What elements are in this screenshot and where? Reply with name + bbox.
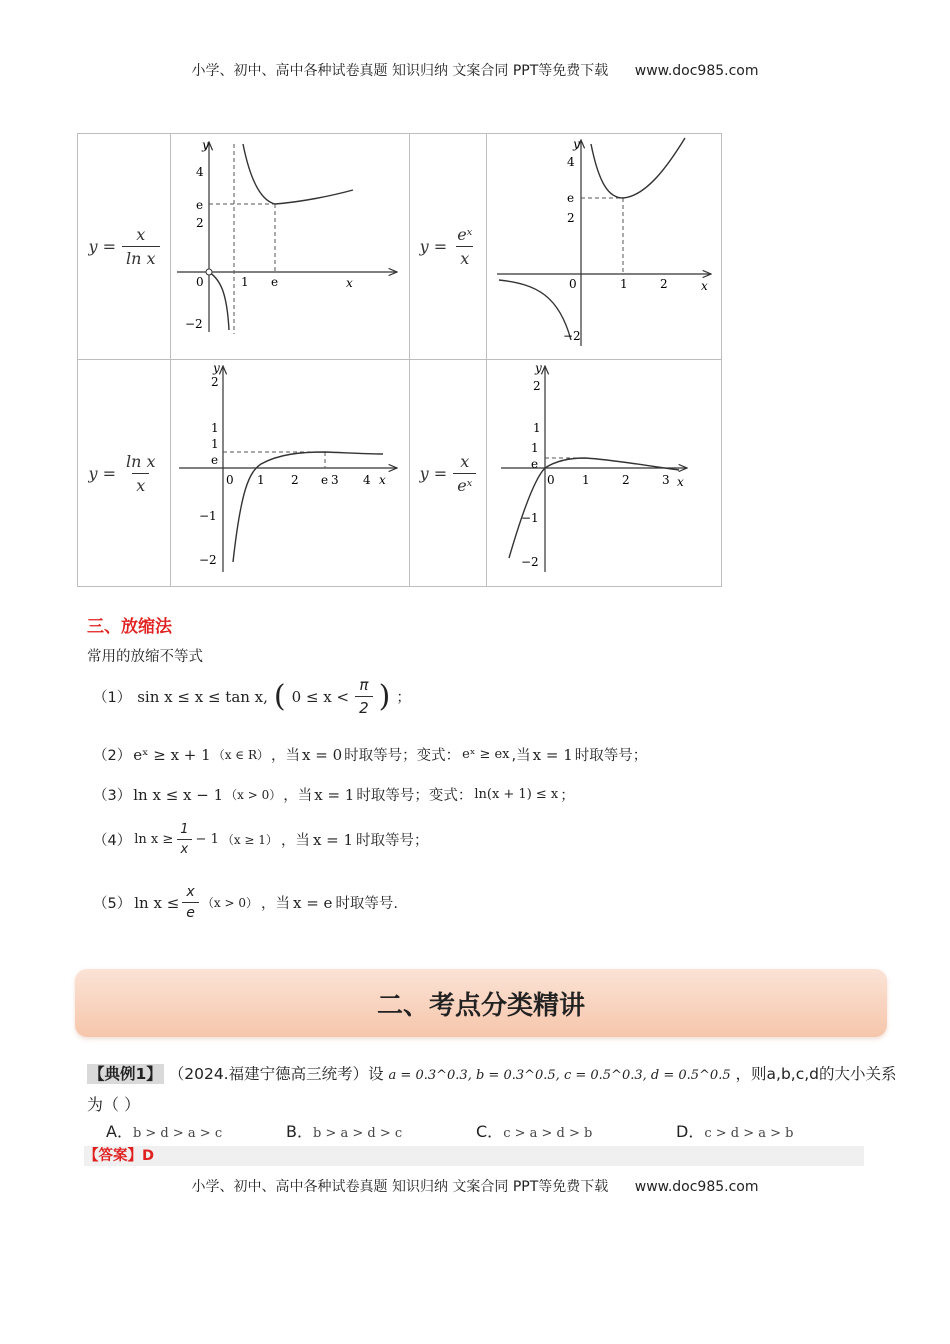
formula-cell-x-over-lnx (78, 134, 171, 360)
xtick: 2 (622, 473, 630, 487)
ytick: 2 (211, 375, 219, 389)
text: 时取等号. (335, 896, 399, 912)
ytick: e (567, 191, 575, 205)
page-footer (0, 1176, 950, 1196)
numerator: 1 (180, 822, 189, 837)
fraction (122, 225, 160, 268)
inequality-2 (93, 744, 647, 765)
option-b[interactable] (286, 1119, 402, 1142)
xtick: 0 (547, 473, 555, 487)
numerator: eˣ (457, 225, 473, 244)
formula-cell-ex-over-x (410, 134, 487, 360)
graph-cell-4 (487, 360, 722, 587)
math-lhs: ln x ≥ (134, 832, 174, 847)
math-eq: x = 1 (532, 745, 573, 764)
ytick: −1 (521, 511, 539, 525)
x-label: x (677, 475, 684, 489)
example-line-2: 为（ ） (87, 1095, 141, 1114)
ytick: −1 (199, 509, 217, 523)
xtick: 0 (569, 277, 577, 291)
condition: （x ∈ R） (212, 748, 270, 762)
formula-y: y = (419, 463, 448, 483)
xtick: 3 (662, 473, 670, 487)
option-label: B． (286, 1122, 313, 1141)
x-label: x (701, 279, 708, 293)
x-label: x (346, 276, 353, 290)
math-variant: eˣ ≥ ex (462, 747, 510, 762)
curve-right (591, 138, 685, 198)
punct: ； (396, 690, 411, 706)
ytick: 1 (531, 441, 539, 455)
ytick: −2 (199, 553, 217, 567)
numerator: π (359, 676, 369, 694)
paren-open: ( (273, 679, 286, 714)
math-rhs: − 1 (195, 832, 219, 847)
numerator: x (460, 451, 470, 471)
curve-left (499, 280, 571, 340)
curve (509, 458, 679, 558)
xtick: 3 (331, 473, 339, 487)
xtick: 1 (582, 473, 590, 487)
denominator: x (132, 473, 149, 495)
inequality-1 (93, 676, 411, 717)
option-label: C． (476, 1122, 504, 1141)
item-number: （2） (93, 748, 132, 764)
option-a[interactable] (106, 1119, 222, 1142)
y-label: y (213, 361, 220, 375)
ytick: 4 (196, 165, 204, 179)
item-number: （5） (93, 896, 132, 912)
graph-cell-3 (171, 360, 410, 587)
answer-bar (84, 1146, 864, 1166)
math-range: 0 ≤ x < (291, 687, 350, 706)
math-variant: ln(x + 1) ≤ x (474, 787, 559, 802)
denominator: 2 (355, 696, 373, 717)
condition: （x > 0） (201, 896, 258, 910)
math-expr: eˣ ≥ x + 1 (133, 745, 211, 764)
text: 时取等号；变式： (356, 788, 473, 804)
inequality-4 (93, 822, 429, 857)
example-ask: ，则a,b,c,d的大小关系 (735, 1065, 897, 1083)
text: ，当 (283, 788, 313, 804)
option-label: D． (676, 1122, 705, 1141)
xtick: 2 (660, 277, 668, 291)
math-lhs: ln x ≤ (134, 893, 180, 912)
text: 时取等号； (574, 748, 648, 764)
graph-ex-over-x (487, 134, 721, 355)
fraction (453, 225, 476, 268)
y-label: y (573, 137, 580, 151)
item-number: （1） (93, 690, 132, 706)
ytick: 2 (567, 211, 575, 225)
formula-y: y = (88, 463, 116, 483)
answer-text: 【答案】D (84, 1148, 155, 1164)
text: 时取等号； (356, 833, 429, 849)
fraction-x-e (182, 884, 199, 921)
numerator: ln x (126, 451, 156, 471)
ytick: e (196, 198, 204, 212)
formula-y: y = (88, 237, 116, 256)
numerator: x (136, 225, 146, 244)
formula-y: y = (419, 237, 448, 256)
graph-x-over-ex (487, 360, 721, 582)
example-tag: 【典例1】 (89, 1065, 162, 1083)
xtick: e (321, 473, 329, 487)
header-text: 小学、初中、高中各种试卷真题 知识归纳 文案合同 PPT等免费下载 (191, 63, 609, 79)
example-given: a = 0.3^0.3, b = 0.3^0.5, c = 0.5^0.3, d = 0.5^0.5 (388, 1068, 731, 1083)
item-number: （4） (93, 833, 132, 849)
formula-cell-x-over-ex (410, 360, 487, 587)
xtick: 4 (363, 473, 371, 487)
option-d[interactable] (676, 1119, 793, 1142)
open-point (206, 269, 212, 275)
footer-url[interactable]: www.doc985.com (634, 1179, 759, 1195)
xtick: 0 (226, 473, 234, 487)
section-banner (75, 969, 887, 1037)
denominator: x (177, 839, 193, 857)
y-label: y (535, 361, 542, 375)
option-label: A． (106, 1122, 133, 1141)
ytick: 1 (533, 421, 541, 435)
denominator: x (456, 246, 473, 268)
ytick: 1 (211, 421, 219, 435)
formula-cell-lnx-over-x (78, 360, 171, 587)
ytick: e (211, 453, 219, 467)
math-eq: x = e (292, 893, 333, 912)
xtick: 2 (291, 473, 299, 487)
math-expr: sin x ≤ x ≤ tan x, (137, 687, 268, 706)
banner-title: 二、考点分类精讲 (376, 990, 585, 1021)
xtick: 1 (257, 473, 265, 487)
x-label: x (379, 473, 386, 487)
xtick: e (271, 275, 279, 289)
option-expr: c > a > d > b (503, 1126, 593, 1141)
ytick: 2 (533, 379, 541, 393)
fraction-1-x (176, 822, 192, 857)
text: ，当 (280, 833, 310, 849)
condition: （x ≥ 1） (221, 833, 278, 847)
option-expr: b > d > a > c (132, 1126, 223, 1141)
ytick: 4 (567, 155, 575, 169)
graph-lnx-over-x (171, 360, 409, 582)
ytick: −2 (185, 317, 203, 331)
inequality-3 (93, 784, 575, 805)
curve-left (209, 272, 229, 330)
option-expr: c > d > a > b (704, 1126, 794, 1141)
xtick: 0 (196, 275, 204, 289)
fraction (122, 452, 160, 495)
xtick: 1 (241, 275, 249, 289)
section-intro: 常用的放缩不等式 (87, 649, 203, 665)
y-label: y (202, 138, 209, 152)
ytick: 1 (211, 437, 219, 451)
graph-x-over-lnx (171, 134, 409, 355)
page-header (0, 60, 950, 80)
math-expr: ln x ≤ x − 1 (133, 785, 224, 804)
option-c[interactable] (476, 1119, 592, 1142)
fraction-pi-2 (355, 676, 373, 717)
inequality-5 (93, 884, 398, 921)
text: 时取等号；变式： (344, 748, 461, 764)
text: ，当 (271, 748, 301, 764)
section-title: 三、放缩法 (87, 617, 172, 637)
numerator: x (186, 884, 195, 900)
function-graph-table (77, 133, 722, 587)
footer-text: 小学、初中、高中各种试卷真题 知识归纳 文案合同 PPT等免费下载 (191, 1179, 609, 1195)
text: ，当 (260, 896, 290, 912)
math-eq: x = 1 (314, 785, 355, 804)
xtick: 1 (620, 277, 628, 291)
example-source: （2024.福建宁德高三统考）设 (168, 1065, 384, 1083)
header-url[interactable]: www.doc985.com (634, 63, 759, 79)
ytick: e (531, 457, 539, 471)
paren-close: ) (378, 679, 391, 714)
condition: （x > 0） (225, 788, 282, 802)
ytick: −2 (521, 555, 539, 569)
math-eq: x = 0 (302, 745, 343, 764)
item-number: （3） (93, 788, 132, 804)
math-eq: x = 1 (312, 830, 354, 849)
text: ,当 (511, 748, 531, 764)
ytick: 2 (196, 216, 204, 230)
example-line-1 (87, 1062, 897, 1084)
denominator: ln x (122, 246, 160, 268)
text: ； (560, 788, 575, 804)
graph-cell-2 (487, 134, 722, 360)
option-expr: b > a > d > c (312, 1126, 403, 1141)
graph-cell-1 (171, 134, 410, 360)
denominator: e (182, 902, 199, 921)
curve-right (243, 144, 353, 204)
fraction (453, 452, 476, 495)
ytick: −2 (563, 329, 581, 343)
denominator: eˣ (453, 473, 476, 495)
